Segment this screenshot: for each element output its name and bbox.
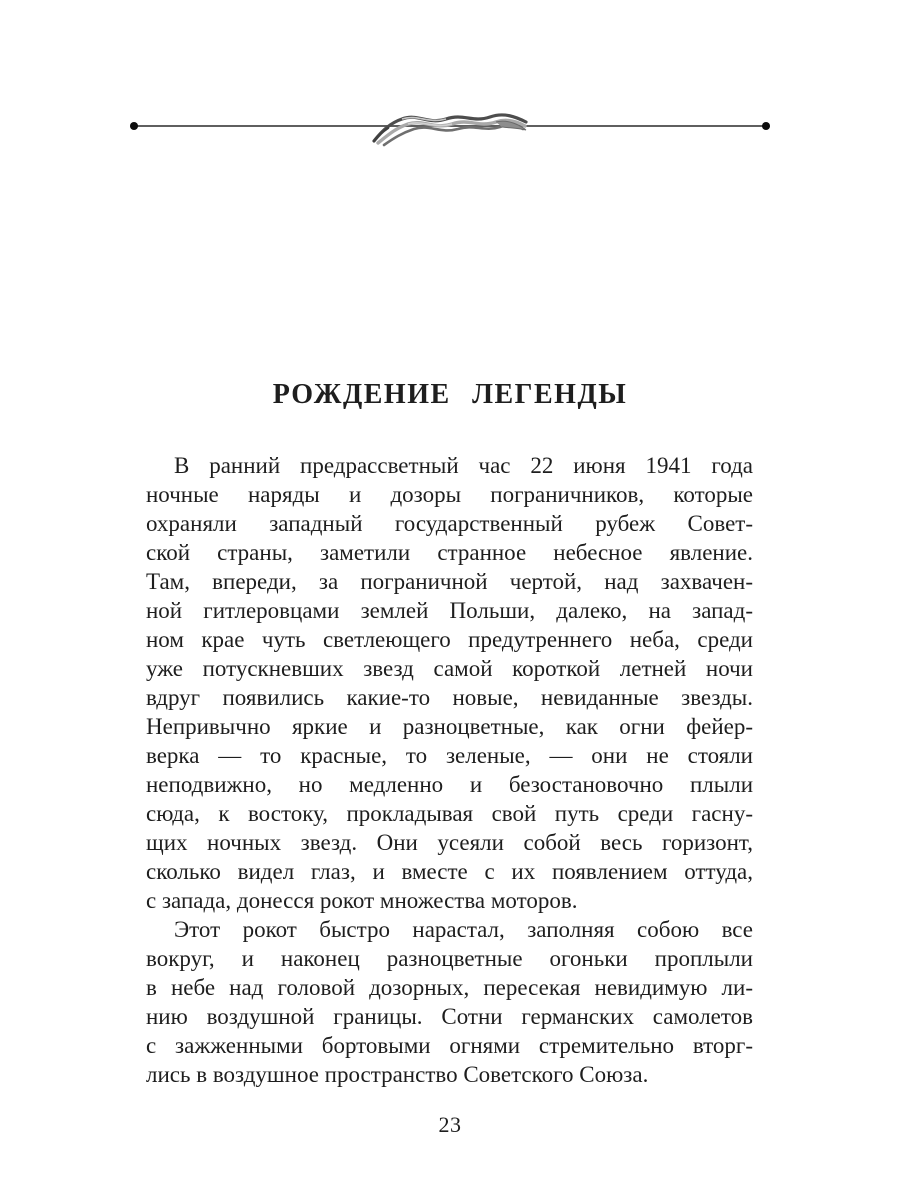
- text-line: ночные наряды и дозоры пограничников, которые: [146, 482, 753, 507]
- text-line: вокруг, и наконец разноцветные огоньки проплыли: [146, 946, 753, 971]
- rule-end-dot-right: [762, 122, 770, 130]
- text-line: лись в воздушное пространство Советского Союза.: [146, 1062, 649, 1087]
- text-line: с запада, донесся рокот множества моторов.: [146, 888, 578, 913]
- body-text: [146, 451, 753, 1089]
- text-line: ской страны, заметили странное небесное явление.: [146, 540, 753, 565]
- page-number: 23: [438, 1112, 462, 1137]
- text-line: сколько видел глаз, и вместе с их появлением оттуда,: [146, 859, 753, 884]
- text-line: ном крае чуть светлеющего предутреннего неба, среди: [146, 627, 753, 652]
- rule-end-dot-left: [130, 122, 138, 130]
- text-line: щих ночных звезд. Они усеяли собой весь горизонт,: [146, 830, 753, 855]
- text-line: Там, впереди, за пограничной чертой, над захвачен-: [146, 569, 753, 594]
- text-line: в небе над головой дозорных, пересекая невидимую ли-: [146, 975, 753, 1000]
- text-line: нию воздушной границы. Сотни германских самолетов: [146, 1004, 753, 1029]
- text-line: В ранний предрассветный час 22 июня 1941 года: [174, 453, 753, 478]
- text-line: охраняли западный государственный рубеж Совет-: [146, 511, 753, 536]
- ribbon-flourish-icon: [368, 105, 532, 147]
- text-line: с зажженными бортовыми огнями стремительно вторг-: [146, 1033, 753, 1058]
- text-line: ной гитлеровцами землей Польши, далеко, на запад-: [146, 598, 753, 623]
- text-line: верка — то красные, то зеленые, — они не стояли: [146, 743, 753, 768]
- text-line: Непривычно яркие и разноцветные, как огни фейер-: [146, 714, 753, 739]
- chapter-title: РОЖДЕНИЕ ЛЕГЕНДЫ: [272, 379, 628, 410]
- text-line: сюда, к востоку, прокладывая свой путь среди гасну-: [146, 801, 753, 826]
- text-line: вдруг появились какие-то новые, невиданные звезды.: [146, 685, 753, 710]
- text-line: Этот рокот быстро нарастал, заполняя собою все: [174, 917, 753, 942]
- header-divider: [133, 105, 767, 149]
- text-line: неподвижно, но медленно и безостановочно плыли: [146, 772, 753, 797]
- text-line: уже потускневших звезд самой короткой летней ночи: [146, 656, 753, 681]
